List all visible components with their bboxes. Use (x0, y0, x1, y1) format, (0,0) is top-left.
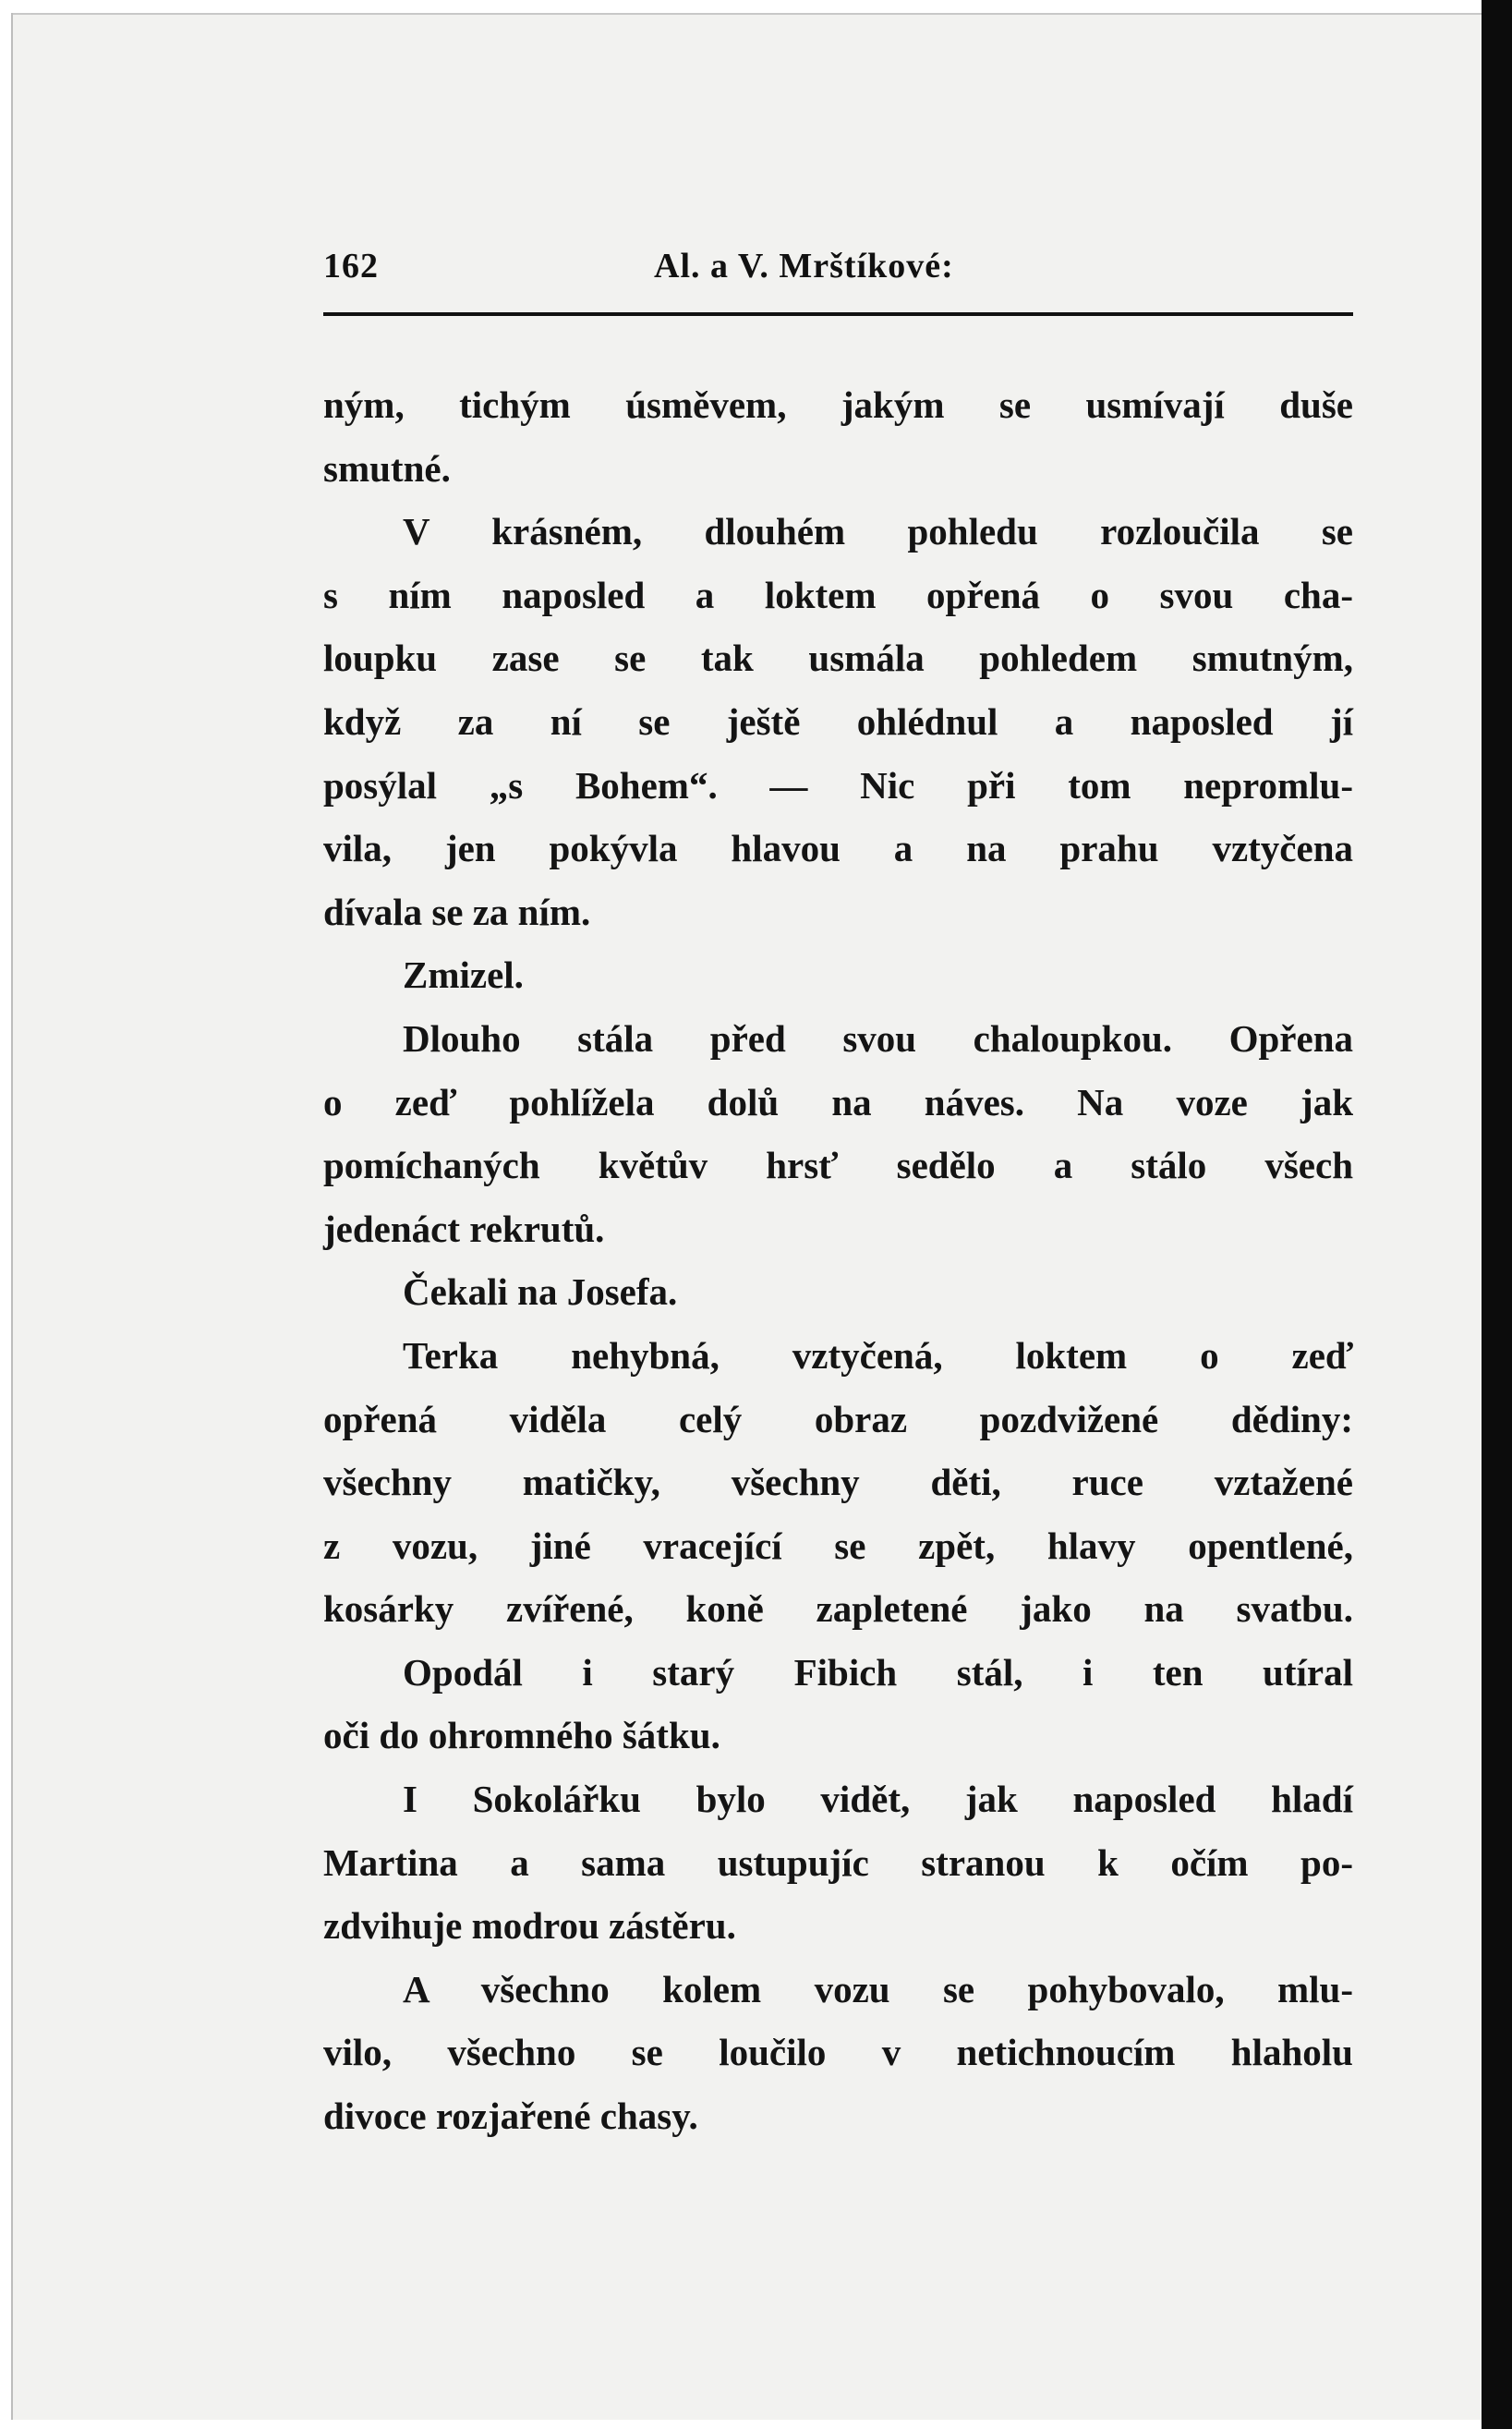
text-line: posýlal „s Bohem“. — Nic při tom nepromlu- (323, 763, 1353, 807)
text-line: A všechno kolem vozu se pohybovalo, mlu- (403, 1967, 1353, 2010)
text-line: všechny matičky, všechny děti, ruce vztažené (323, 1461, 1353, 1504)
text-line: Čekali na Josefa. (403, 1270, 678, 1314)
text-line: Martina a sama ustupujíc stranou k očím po- (323, 1840, 1353, 1884)
text-line: vila, jen pokývla hlavou a na prahu vztyčena (323, 827, 1353, 870)
text-line: jedenáct rekrutů. (323, 1207, 605, 1250)
scan-border (1482, 0, 1512, 2429)
text-line: když za ní se ještě ohlédnul a naposled jí (323, 699, 1353, 743)
header-rule (323, 312, 1353, 316)
body-text (323, 373, 1353, 2148)
text-line: pomíchaných květův hrsť sedělo a stálo všech (323, 1144, 1353, 1187)
text-line: smutné. (323, 446, 451, 490)
text-line: kosárky zvířené, koně zapletené jako na svatbu. (323, 1587, 1353, 1631)
page-left-edge (11, 13, 13, 2420)
running-title: Al. a V. Mrštíkové: (654, 247, 954, 285)
page-number: 162 (323, 247, 379, 285)
text-line: vilo, všechno se loučilo v netichnoucím hlaholu (323, 2031, 1353, 2074)
text-line: I Sokolářku bylo vidět, jak naposled hladí (403, 1778, 1353, 1821)
text-line: V krásném, dlouhém pohledu rozloučila se (403, 510, 1353, 553)
text-line: dívala se za ním. (323, 890, 591, 933)
text-line: Terka nehybná, vztyčená, loktem o zeď (403, 1333, 1353, 1377)
text-line: ným, tichým úsměvem, jakým se usmívají duše (323, 383, 1353, 426)
page-top-edge (13, 13, 1482, 15)
text-line: Zmizel. (403, 953, 524, 997)
text-line: loupku zase se tak usmála pohledem smutným, (323, 637, 1353, 680)
text-line: opřená viděla celý obraz pozdvižené dědiny: (323, 1397, 1353, 1440)
text-line: Dlouho stála před svou chaloupkou. Opřena (403, 1016, 1353, 1060)
text-line: z vozu, jiné vracející se zpět, hlavy opentlené, (323, 1524, 1353, 1567)
text-line: oči do ohromného šátku. (323, 1714, 720, 1757)
text-line: Opodál i starý Fibich stál, i ten utíral (403, 1650, 1353, 1694)
text-line: s ním naposled a loktem opřená o svou cha- (323, 573, 1353, 616)
text-line: zdvihuje modrou zástěru. (323, 1904, 736, 1948)
text-line: o zeď pohlížela dolů na náves. Na voze jak (323, 1080, 1353, 1123)
page-header (323, 246, 1353, 301)
text-line: divoce rozjařené chasy. (323, 2095, 698, 2138)
